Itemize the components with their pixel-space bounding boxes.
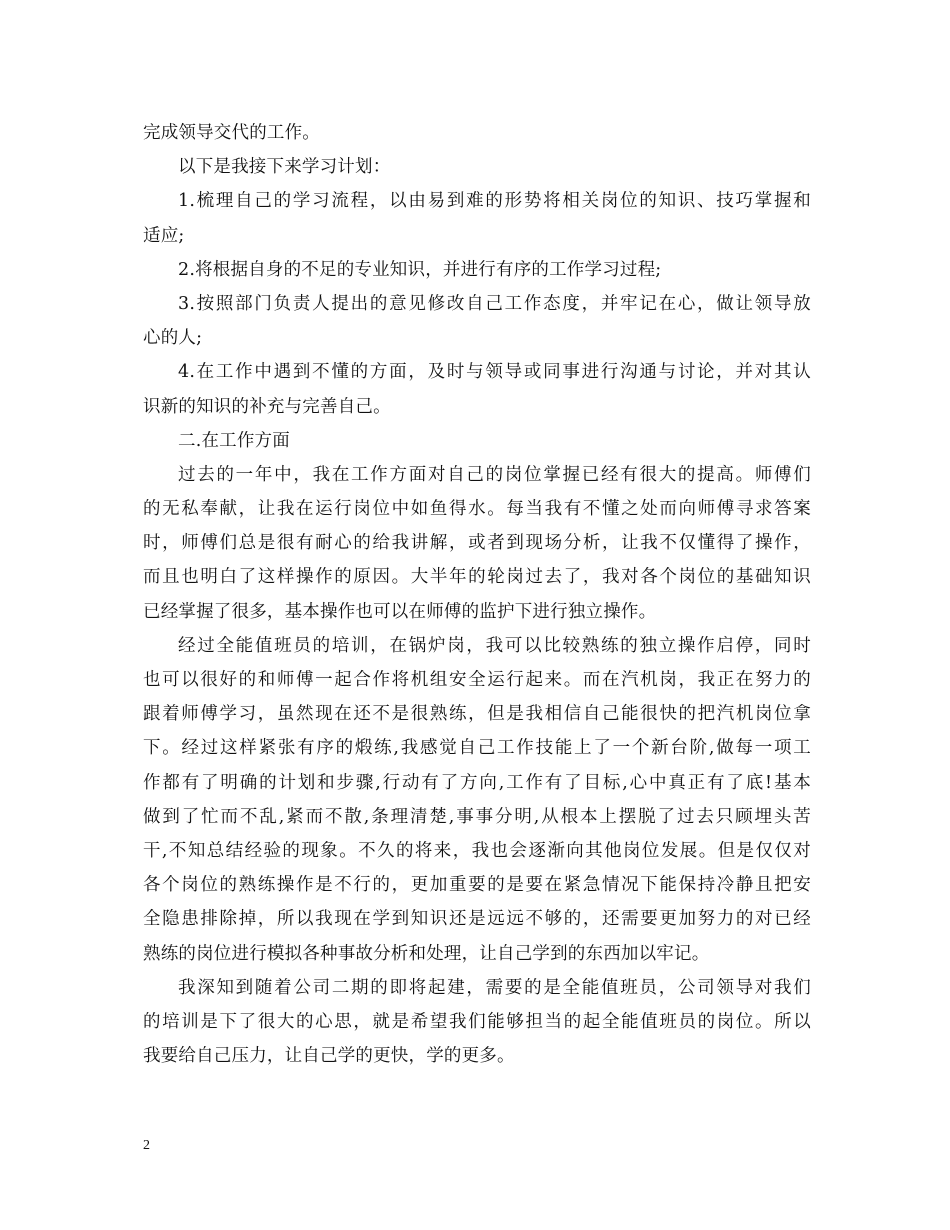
text-line: 经过全能值班员的培训，在锅炉岗，我可以比较熟练的独立操作启停，同时 <box>178 635 811 656</box>
text-line: 我深知到随着公司二期的即将起建，需要的是全能值班员，公司领导对我们 <box>178 977 811 998</box>
text-line: 3.按照部门负责人提出的意见修改自己工作态度，并牢记在心，做让领导放 <box>178 293 811 314</box>
text-line: 干,不知总结经验的现象。不久的将来，我也会逐渐向其他岗位发展。但是仅仅对 <box>143 840 811 861</box>
text-line: 而且也明白了这样操作的原因。大半年的轮岗过去了，我对各个岗位的基础知识 <box>143 567 811 588</box>
text-line: 时，师傅们总是很有耐心的给我讲解，或者到现场分析，让我不仅懂得了操作， <box>143 533 811 554</box>
text-line: 的无私奉献，让我在运行岗位中如鱼得水。每当我有不懂之处而向师傅寻求答案 <box>143 499 811 520</box>
text-line: 熟练的岗位进行模拟各种事故分析和处理，让自己学到的东西加以牢记。 <box>143 943 710 964</box>
text-line: 我要给自己压力，让自己学的更快，学的更多。 <box>143 1046 515 1067</box>
text-line: 跟着师傅学习，虽然现在还不是很熟练，但是我相信自己能很快的把汽机岗位拿 <box>143 704 811 725</box>
page-number: 2 <box>143 1138 150 1153</box>
text-line: 完成领导交代的工作。 <box>143 123 320 143</box>
text-line: 作都有了明确的计划和步骤,行动有了方向,工作有了目标,心中真正有了底!基本 <box>143 772 811 793</box>
text-line: 2.将根据自身的不足的专业知识，并进行有序的工作学习过程; <box>178 259 662 280</box>
text-line: 识新的知识的补充与完善自己。 <box>143 396 391 417</box>
text-line: 下。经过这样紧张有序的煅练,我感觉自己工作技能上了一个新台阶,做每一项工 <box>143 738 811 759</box>
text-line: 以下是我接下来学习计划： <box>178 157 391 178</box>
text-line: 也可以很好的和师傅一起合作将机组安全运行起来。而在汽机岗，我正在努力的 <box>143 670 811 690</box>
text-line: 适应; <box>143 225 185 246</box>
text-line: 全隐患排除掉，所以我现在学到知识还是远远不够的，还需要更加努力的对已经 <box>143 909 811 930</box>
text-line: 过去的一年中，我在工作方面对自己的岗位掌握已经有很大的提高。师傅们 <box>178 464 811 485</box>
text-line: 的培训是下了很大的心思，就是希望我们能够担当的起全能值班员的岗位。所以 <box>143 1011 811 1032</box>
text-line: 各个岗位的熟练操作是不行的，更加重要的是要在紧急情况下能保持冷静且把安 <box>143 875 811 896</box>
text-line: 二.在工作方面 <box>178 430 290 451</box>
text-line: 1.梳理自己的学习流程，以由易到难的形势将相关岗位的知识、技巧掌握和 <box>178 191 811 212</box>
text-line: 心的人; <box>143 328 203 349</box>
text-line: 4.在工作中遇到不懂的方面，及时与领导或同事进行沟通与讨论，并对其认 <box>178 362 811 383</box>
document-body <box>143 116 811 1073</box>
text-line: 已经掌握了很多，基本操作也可以在师傅的监护下进行独立操作。 <box>143 601 657 622</box>
text-line: 做到了忙而不乱,紧而不散,条理清楚,事事分明,从根本上摆脱了过去只顾埋头苦 <box>143 806 811 827</box>
